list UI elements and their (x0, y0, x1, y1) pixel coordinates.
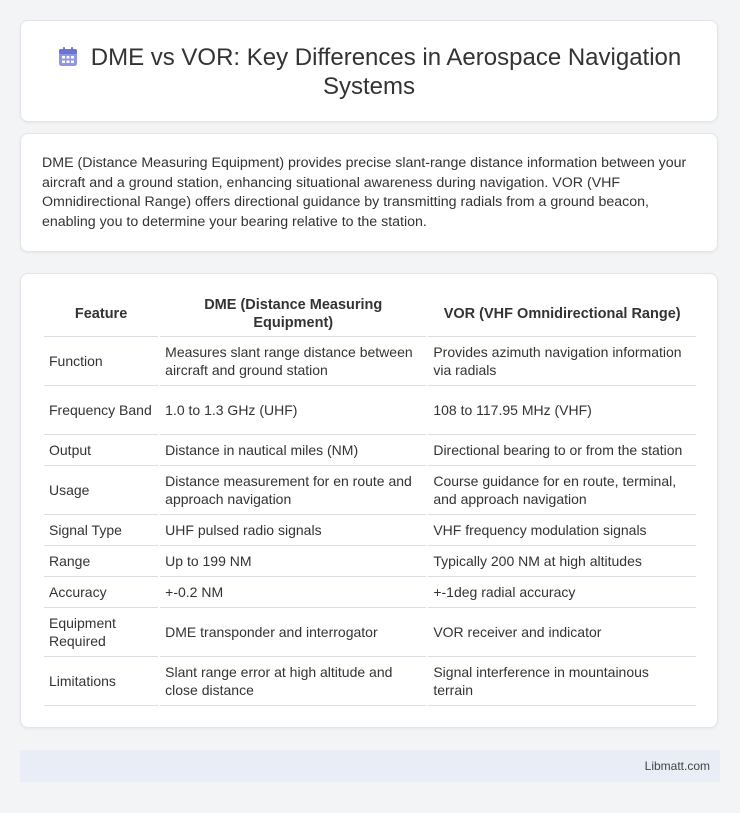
row-dme-value: DME transponder and interrogator (160, 608, 426, 657)
row-vor-value: Typically 200 NM at high altitudes (428, 546, 696, 577)
title-card (20, 20, 718, 122)
table-row (44, 515, 696, 546)
row-dme-value: Slant range error at high altitude and close distance (160, 657, 426, 706)
footer-site-link[interactable]: Libmatt.com (644, 759, 710, 773)
header-feature: Feature (44, 292, 158, 337)
row-vor-value: VHF frequency modulation signals (428, 515, 696, 546)
table-row (44, 337, 696, 386)
comparison-table-card (20, 273, 718, 728)
row-dme-value: Measures slant range distance between aircraft and ground station (160, 337, 426, 386)
row-feature: Usage (44, 466, 158, 515)
calendar-grid-icon (57, 46, 79, 68)
table-row (44, 386, 696, 435)
row-feature: Limitations (44, 657, 158, 706)
table-row (44, 657, 696, 706)
table-header-row (44, 292, 696, 337)
row-feature: Range (44, 546, 158, 577)
comparison-table (42, 292, 698, 706)
row-dme-value: 1.0 to 1.3 GHz (UHF) (160, 386, 426, 435)
row-feature: Output (44, 435, 158, 466)
table-row (44, 608, 696, 657)
row-feature: Function (44, 337, 158, 386)
row-vor-value: Directional bearing to or from the station (428, 435, 696, 466)
intro-paragraph: DME (Distance Measuring Equipment) provides precise slant-range distance information between your aircraft and a ground station, enhancing situational awareness during navigation. VOR (VHF Omnidirectional Range) offers directional guidance by transmitting radials from a ground beacon, enabling you to determine your bearing relative to the station. (42, 155, 687, 230)
row-vor-value: VOR receiver and indicator (428, 608, 696, 657)
table-row (44, 546, 696, 577)
footer-bar (20, 750, 720, 782)
page-title: DME vs VOR: Key Differences in Aerospace Navigation Systems (90, 44, 682, 100)
table-row (44, 435, 696, 466)
intro-card (20, 133, 718, 252)
row-vor-value: Course guidance for en route, terminal, and approach navigation (428, 466, 696, 515)
table-row (44, 466, 696, 515)
row-feature: Accuracy (44, 577, 158, 608)
page-title-wrap (21, 43, 717, 101)
row-dme-value: Up to 199 NM (160, 546, 426, 577)
row-dme-value: Distance in nautical miles (NM) (160, 435, 426, 466)
header-vor: VOR (VHF Omnidirectional Range) (428, 292, 696, 337)
row-vor-value: 108 to 117.95 MHz (VHF) (428, 386, 696, 435)
row-feature: Equipment Required (44, 608, 158, 657)
row-dme-value: +-0.2 NM (160, 577, 426, 608)
row-vor-value: +-1deg radial accuracy (428, 577, 696, 608)
row-vor-value: Provides azimuth navigation information via radials (428, 337, 696, 386)
row-dme-value: Distance measurement for en route and approach navigation (160, 466, 426, 515)
header-dme: DME (Distance Measuring Equipment) (160, 292, 426, 337)
row-feature: Signal Type (44, 515, 158, 546)
row-dme-value: UHF pulsed radio signals (160, 515, 426, 546)
table-row (44, 577, 696, 608)
row-feature: Frequency Band (44, 386, 158, 435)
row-vor-value: Signal interference in mountainous terrain (428, 657, 696, 706)
